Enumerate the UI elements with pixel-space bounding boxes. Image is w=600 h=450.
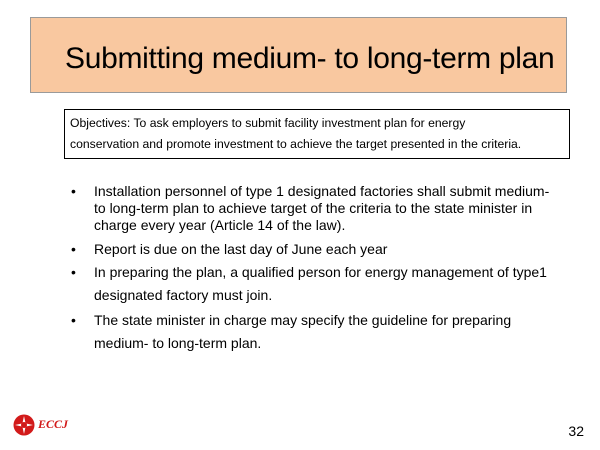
bullet-item: • The state minister in charge may specify the guideline for preparing medium- to long-term plan. xyxy=(70,309,550,355)
objectives-line-2: conservation and promote investment to achieve the target presented in the criteria. xyxy=(70,137,522,151)
objectives-box xyxy=(64,109,570,159)
page-number: 32 xyxy=(568,423,584,439)
title-box xyxy=(30,17,567,93)
logo-text: ECCJ xyxy=(38,417,69,431)
bullet-list xyxy=(70,183,550,357)
slide-title: Submitting medium- to long-term plan xyxy=(65,42,555,75)
bullet-item: • Installation personnel of type 1 designated factories shall submit medium- to long-term plan to achieve target of the criteria to the state minister in charge every year (Article 14 of the law). xyxy=(70,183,550,234)
eccj-logo-icon xyxy=(13,414,35,436)
objectives-line-1: Objectives: To ask employers to submit facility investment plan for energy xyxy=(70,116,466,130)
bullet-item: • Report is due on the last day of June each year xyxy=(70,241,550,258)
bullet-item: • In preparing the plan, a qualified person for energy management of type1 designated factory must join. xyxy=(70,261,550,307)
eccj-logo xyxy=(13,413,77,437)
